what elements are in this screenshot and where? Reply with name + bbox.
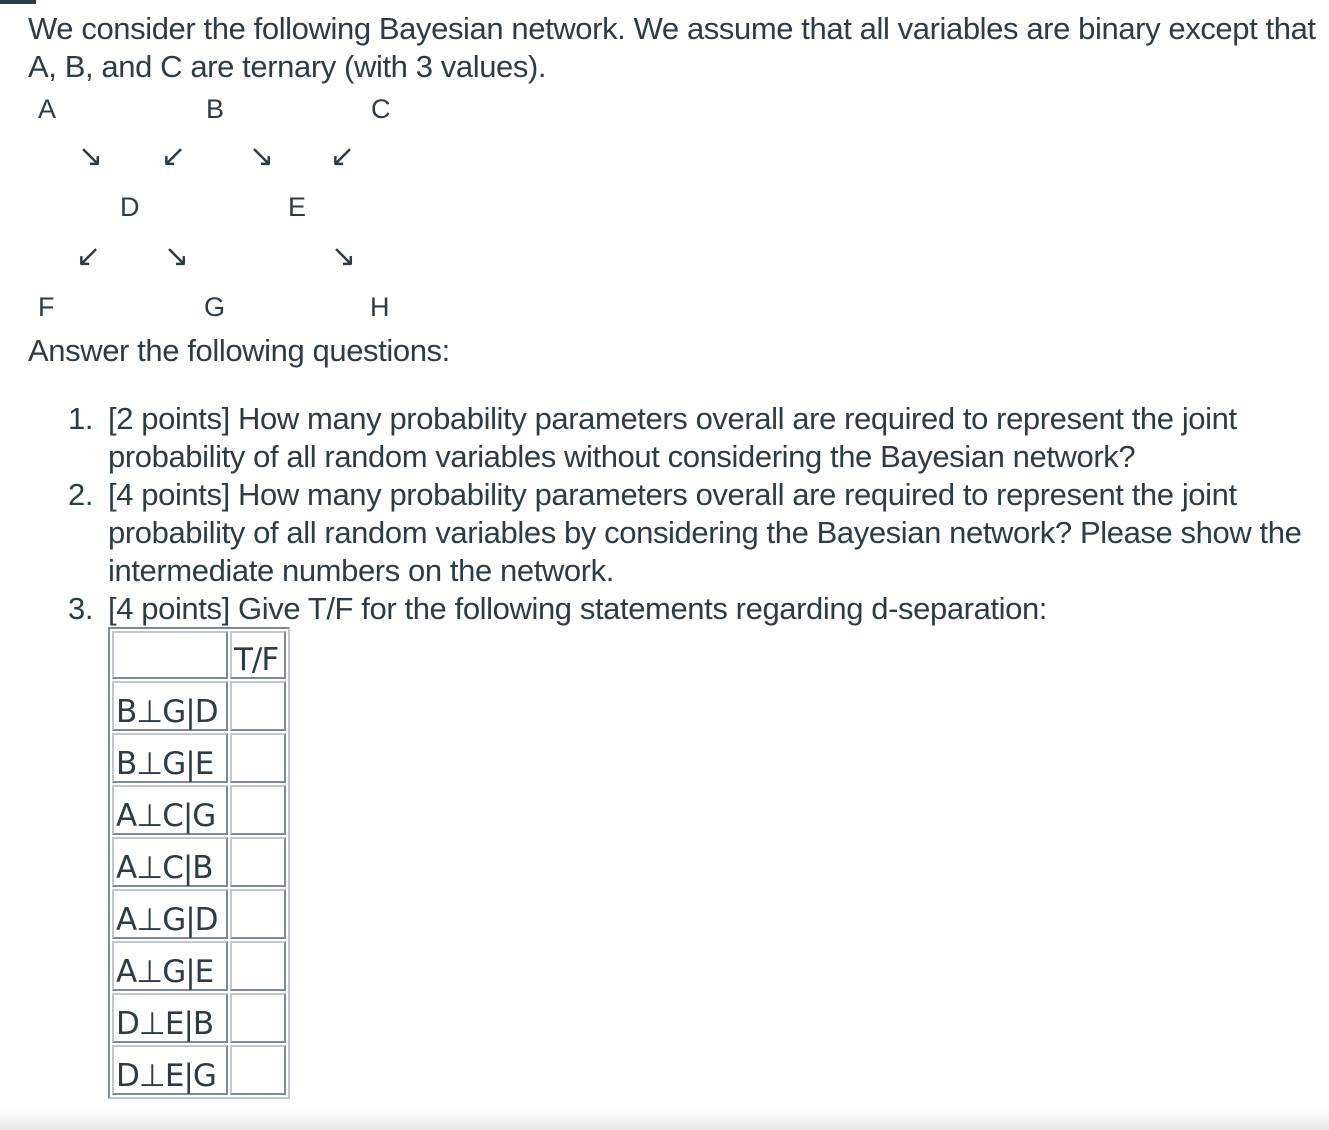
arrow-e-to-h: ↘ bbox=[331, 239, 357, 274]
statement-cell: D⊥E|G bbox=[112, 1045, 228, 1095]
node-d: D bbox=[120, 192, 140, 222]
tf-answer-cell[interactable] bbox=[230, 1045, 286, 1095]
tf-answer-cell[interactable] bbox=[230, 993, 286, 1043]
statement-cell: A⊥G|E bbox=[112, 941, 228, 991]
arrow-c-to-e: ↙ bbox=[330, 139, 356, 174]
tf-answer-cell[interactable] bbox=[230, 733, 286, 783]
bottom-shadow bbox=[0, 1108, 1329, 1130]
node-b: B bbox=[206, 94, 225, 124]
question-2 bbox=[68, 476, 1313, 590]
arrow-d-to-f: ↙ bbox=[76, 239, 102, 274]
question-number: 1. bbox=[68, 401, 94, 436]
tf-answer-cell[interactable] bbox=[230, 941, 286, 991]
arrow-d-to-g: ↘ bbox=[164, 239, 190, 274]
question-number: 3. bbox=[68, 591, 94, 626]
node-h: H bbox=[370, 292, 390, 322]
tf-answer-cell[interactable] bbox=[230, 785, 286, 835]
statement-cell: B⊥G|D bbox=[112, 681, 228, 731]
statement-cell: A⊥C|G bbox=[112, 785, 228, 835]
arrow-a-to-d: ↘ bbox=[78, 139, 104, 174]
arrow-b-to-d: ↙ bbox=[161, 139, 187, 174]
table-header-row bbox=[112, 631, 286, 679]
question-number: 2. bbox=[68, 477, 94, 512]
tf-answer-cell[interactable] bbox=[230, 837, 286, 887]
node-e: E bbox=[288, 192, 307, 222]
table-row bbox=[112, 785, 286, 835]
table-row bbox=[112, 941, 286, 991]
question-list bbox=[68, 400, 1313, 628]
arrow-b-to-e: ↘ bbox=[249, 139, 275, 174]
statement-cell: A⊥G|D bbox=[112, 889, 228, 939]
question-text: [4 points] How many probability parameters overall are required to represent the joint probability of all random variables by considering the Bayesian network? Please show the intermediate numbers on the network. bbox=[108, 477, 1302, 588]
intro-paragraph: We consider the following Bayesian network. We assume that all variables are binary except that A, B, and C are ternary (with 3 values). bbox=[28, 11, 1316, 84]
question-text: [2 points] How many probability parameters overall are required to represent the joint probability of all random variables without considering the Bayesian network? bbox=[108, 401, 1237, 474]
table-row bbox=[112, 1045, 286, 1095]
header-tf-cell: T/F bbox=[230, 631, 286, 679]
question-1 bbox=[68, 400, 1313, 476]
node-f: F bbox=[38, 292, 55, 322]
answer-lead: Answer the following questions: bbox=[28, 333, 450, 368]
statement-cell: A⊥C|B bbox=[112, 837, 228, 887]
statement-cell: D⊥E|B bbox=[112, 993, 228, 1043]
node-a: A bbox=[38, 94, 57, 124]
statement-cell: B⊥G|E bbox=[112, 733, 228, 783]
node-g: G bbox=[204, 292, 226, 322]
d-separation-table bbox=[108, 627, 290, 1099]
table-row bbox=[112, 889, 286, 939]
tf-answer-cell[interactable] bbox=[230, 889, 286, 939]
header-statement-cell bbox=[112, 631, 228, 679]
table-row bbox=[112, 837, 286, 887]
table-row bbox=[112, 733, 286, 783]
bayesian-network-diagram bbox=[0, 86, 500, 326]
node-c: C bbox=[371, 94, 391, 124]
tf-answer-cell[interactable] bbox=[230, 681, 286, 731]
question-3 bbox=[68, 590, 1313, 628]
top-accent-bar bbox=[0, 0, 36, 4]
table-row bbox=[112, 681, 286, 731]
table-row bbox=[112, 993, 286, 1043]
question-text: [4 points] Give T/F for the following statements regarding d-separation: bbox=[108, 591, 1048, 626]
